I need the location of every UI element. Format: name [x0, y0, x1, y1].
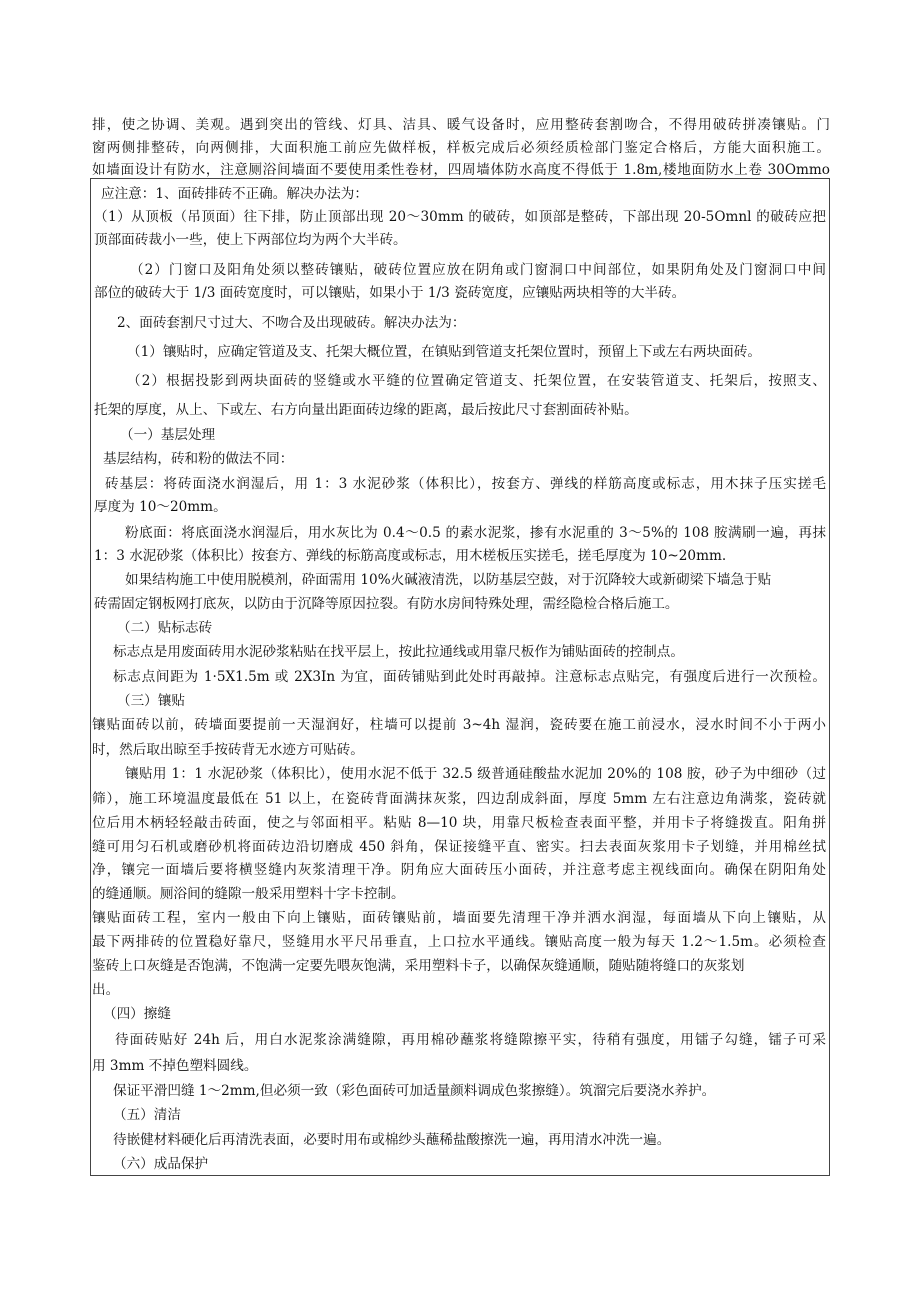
section-heading: （五）清洁	[113, 1107, 181, 1123]
paragraph-line: 保证平滑凹缝 1～2mm,但必须一致（彩色面砖可加适量颜料调成色浆擦缝）。筑溜完后要浇水养护。	[113, 1083, 716, 1099]
paragraph-line: （2）门窗口及阳角处须以整砖镶贴，破砖位置应放在阴角或门窗洞口中间部位，如果阴角处及门窗洞口中间	[130, 262, 826, 278]
section-heading: （四）擦缝	[103, 1006, 171, 1022]
paragraph-line: 净，镶完一面墙后要将横竖缝内灰浆清理干净。阴角应大面砖压小面砖，并注意考虑主视线面向。确保在阴阳角处	[92, 862, 826, 878]
paragraph-line: 粉底面：将底面浇水润湿后，用水灰比为 0.4～0.5 的素水泥浆，掺有水泥重的 3～5%的 108 胺满刷一遍，再抹	[125, 525, 826, 541]
paragraph-line: 出。	[92, 982, 120, 998]
paragraph-line: 标志点间距为 1·5X1.5m 或 2X3In 为宜，面砖铺贴到此处时再敲掉。注意标志点贴完，有强度后进行一次预检。	[113, 669, 826, 685]
paragraph-line: 镶贴用 1：1 水泥砂浆（体积比），使用水泥不低于 32.5 级普通硅酸盐水泥加 20%的 108 胺，砂子为中细砂（过	[125, 766, 826, 782]
paragraph-line: 厚度为 10～20mm。	[94, 499, 227, 515]
paragraph-line: 最下两排砖的位置稳好靠尺，竖缝用水平尺吊垂直，上口拉水平通线。镶贴高度一般为每天 1.2～1.5m。必须检查	[92, 934, 826, 950]
paragraph-line: 待嵌健材料硬化后再清洗表面，必要时用布或棉纱头蘸稀盐酸擦洗一遍，再用清水冲洗一遍。	[113, 1132, 671, 1148]
note-heading: 应注意：1、面砖排砖不正确。解决办法为：	[101, 186, 368, 202]
paragraph-line: 托架的厚度，从上、下或左、右方向量出距面砖边缘的距离，最后按此尺寸套割面砖补贴。	[94, 402, 638, 418]
paragraph-line: 如果结构施工中使用脱模剂，砕面需用 10%火碱液清洗，以防基层空鼓，对于沉降较大或新砌梁下墙急于贴	[125, 572, 772, 588]
paragraph-line: 位后用木柄轻轻敲击砖面，使之与邻面相平。粘贴 8—10 块，用靠尺板检查表面平整，并用卡子将缝拨直。阳角拼	[92, 815, 826, 831]
paragraph-line: 部位的破砖大于 1/3 面砖宽度时，可以镶贴，如果小于 1/3 瓷砖宽度，应镶贴两块相等的大半砖。	[94, 285, 686, 301]
paragraph-line: 砖需固定钢板网打底灰，以防由于沉降等原因拉裂。有防水房间特殊处理，需经隐检合格后施工。	[94, 596, 679, 612]
paragraph-line: 镶贴面砖工程，室内一般由下向上镶贴，面砖镶贴前，墙面要先清理干净并洒水润湿，每面墙从下向上镶贴，从	[92, 910, 826, 926]
paragraph-line: 鉴砖上口灰缝是否饱满，不饱满一定要先喂灰饱满，采用塑料卡子，以确保灰缝通顺，随贴随将缝口的灰浆划	[92, 958, 745, 974]
section-heading: （六）成品保护	[113, 1156, 209, 1172]
paragraph-line: 标志点是用废面砖用水泥砂浆粘贴在找平层上，按此拉通线或用靠尺板作为铺贴面砖的控制点。	[113, 644, 684, 660]
paragraph-line: 时，然后取出晾至手按砖背无水迹方可贴砖。	[92, 742, 364, 758]
paragraph-line: 顶部面砖裁小一些，使上下两部位均为两个大半砖。	[94, 232, 407, 248]
paragraph-line: 基层结构，砖和粉的做法不同：	[103, 451, 294, 467]
paragraph-line: （1）从顶板（吊顶面）往下排，防止顶部出现 20～30mm 的破砖，如顶部是整砖，下部出现 20-5Omnl 的破砖应把	[94, 209, 826, 225]
intro-line: 如墙面设计有防水，注意厕浴间墙面不要使用柔性卷材，四周墙体防水高度不得低于 1.8m,楼地面防水上卷 30Ommo	[92, 162, 830, 178]
note-heading: 2、面砖套割尺寸过大、不吻合及出现破砖。解决办法为：	[117, 315, 466, 331]
section-heading: （二）贴标志砖	[117, 620, 213, 636]
paragraph-line: （2）根据投影到两块面砖的竖缝或水平缝的位置确定管道支、托架位置，在安装管道支、托架后，按照支、	[127, 373, 826, 389]
paragraph-line: 缝可用匀石机或磨砂机将面砖边沿切磨成 450 斜角，保证接缝平直、密实。扫去表面灰浆用卡子划缝，并用棉丝拭	[92, 839, 826, 855]
intro-line: 排，使之协调、美观。遇到突出的管线、灯具、洁具、暖气设备时，应用整砖套割吻合，不得用破砖拼凑镶贴。门	[92, 117, 830, 133]
paragraph-line: 1：3 水泥砂浆（体积比）按套方、弹线的标筋高度或标志，用木槎板压实搓毛，搓毛厚度为 10~20mm.	[94, 548, 727, 564]
section-heading: （一）基层处理	[120, 427, 216, 443]
paragraph-line: 镶贴面砖以前，砖墙面要提前一天湿润好，柱墙可以提前 3~4h 湿润，瓷砖要在施工前浸水，浸水时间不小于两小	[92, 717, 826, 733]
paragraph-line: 的缝通顺。厕浴间的缝隙一般采用塑料十字卡控制。	[92, 886, 405, 902]
paragraph-line: 待面砖贴好 24h 后，用白水泥浆涂满缝隙，再用棉砂蘸浆将缝隙擦平实，待稍有强度，用镭子勾缝，镭子可采	[115, 1032, 826, 1048]
paragraph-line: （1）镶贴时，应确定管道及支、托架大概位置，在镇贴到管道支托架位置时，预留上下或左右两块面砖。	[127, 344, 761, 360]
paragraph-line: 砖基层：将砖面浇水润湿后，用 1：3 水泥砂浆（体积比），按套方、弹线的样筋高度或标志，用木抹子压实搓毛	[105, 476, 826, 492]
section-heading: （三）镶贴	[117, 693, 185, 709]
paragraph-line: 用 3mm 不掉色塑料圆线。	[92, 1058, 258, 1074]
intro-line: 窗两侧排整砖，向两侧排，大面积施工前应先做样板，样板完成后必须经质检部门鉴定合格后，方能大面积施工。	[92, 140, 830, 156]
paragraph-line: 筛），施工环境温度最低在 51 以上，在瓷砖背面满抹灰浆，四边刮成斜面，厚度 5mm 左右注意边角满浆，瓷砖就	[92, 791, 826, 807]
